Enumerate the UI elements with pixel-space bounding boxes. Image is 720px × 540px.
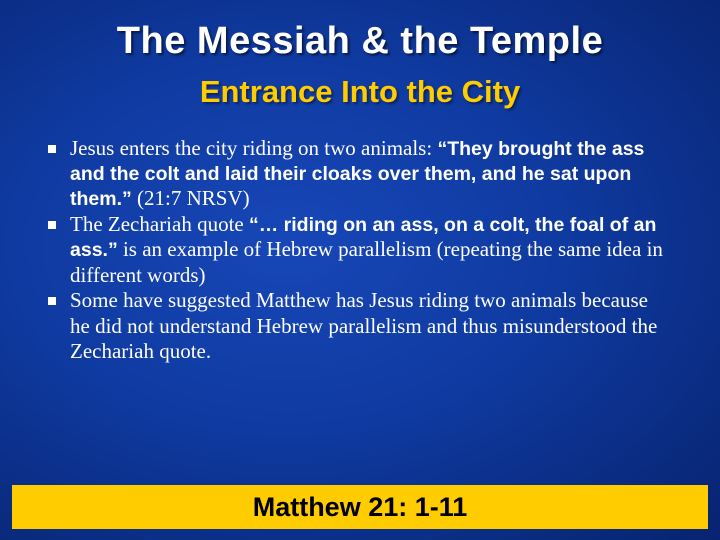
square-bullet-icon <box>48 145 56 153</box>
bullet-text: Jesus enters the city riding on two animals: <box>70 136 438 160</box>
slide-subtitle: Entrance Into the City <box>199 74 521 109</box>
bullet-quote: “… riding on an ass, on a colt, the foal of an ass.” <box>70 213 657 261</box>
square-bullet-icon <box>48 221 56 229</box>
bullet-item <box>48 136 673 212</box>
bullet-text: Some have suggested Matthew has Jesus riding two animals because he did not understand Hebrew parallelism and thus misunderstood the Zechariah quote. <box>70 288 658 363</box>
bullet-citation: (21:7 NRSV) <box>131 186 250 210</box>
bullet-text: The Zechariah quote <box>70 211 249 236</box>
bullet-quote: “They brought the ass and the colt and laid their cloaks over them, and he sat upon them.” <box>70 138 645 210</box>
slide-title: The Messiah & the Temple <box>116 20 604 62</box>
square-bullet-icon <box>48 297 56 305</box>
bullet-item <box>48 288 673 365</box>
bullet-list <box>48 136 673 365</box>
scripture-reference-bar: Matthew 21: 1-11 <box>12 485 708 529</box>
bullet-text-continued: is an example of Hebrew parallelism (repeating the same idea in different words) <box>70 237 663 287</box>
bullet-item <box>48 212 673 289</box>
